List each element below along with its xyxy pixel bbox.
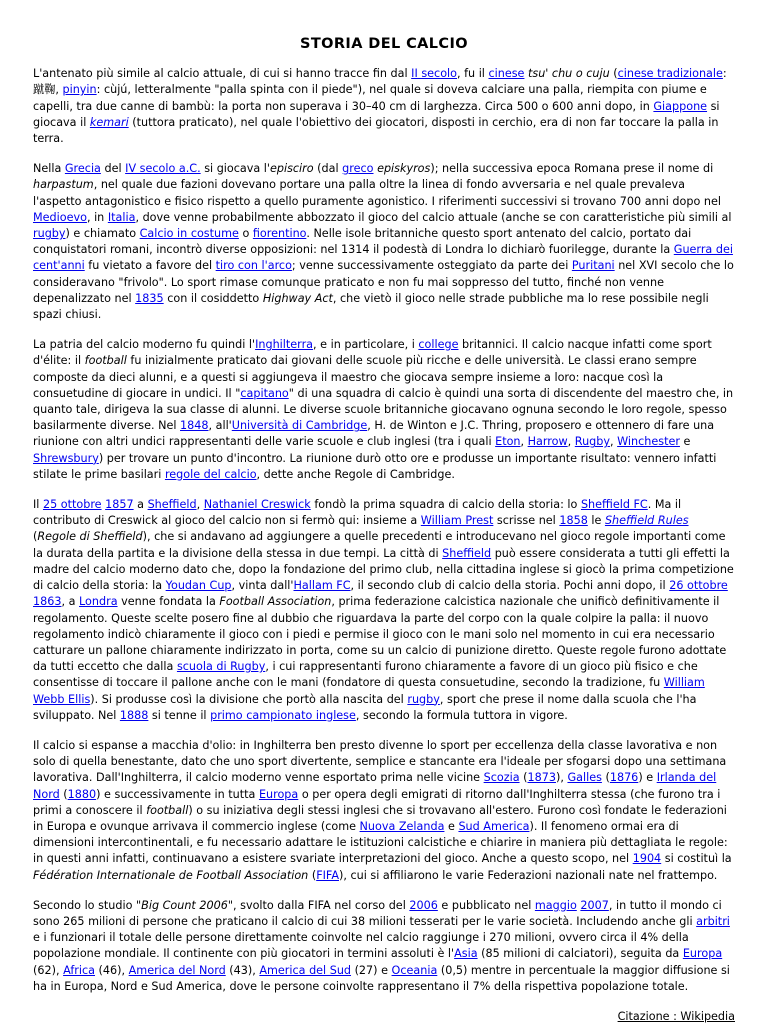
inline-link[interactable]: 26 ottobre: [669, 579, 728, 593]
inline-link[interactable]: Sud America: [458, 819, 530, 833]
text-run: : cùjú, letteralmente "palla spinta con il piede"), nel quale si doveva calciare una palla, riempita con piume e capelli, tra due canne di bambù: la porta non superava i 30–40 cm di larghezza. Circa 500 o 600 anni dopo, in: [33, 83, 707, 113]
text-run: fu inizialmente praticato dai giovani delle scuole più ricche e delle università. Le classi erano sempre composte da dieci alunni, e a questi si aggiungeva il maestro che giocava sempre insieme a loro: nacque così la consuetudine di giocare in undici. Il ": [33, 354, 697, 400]
inline-link[interactable]: arbitri: [696, 914, 730, 928]
text-run: (dal: [313, 162, 343, 176]
paragraph: [33, 337, 735, 483]
emphasis-text: kemari: [89, 115, 129, 129]
text-run: , nel quale due fazioni dovevano portare una palla oltre la linea di fondo avversaria e nel quale prevaleva l'aspetto antagonistico e fisico rispetto a quello puramente agonistico. I riferimenti successivi si trovano 700 anni dopo nel: [33, 178, 721, 208]
text-run: La patria del calcio moderno fu quindi l': [33, 338, 256, 352]
inline-link[interactable]: 1880: [67, 787, 97, 801]
inline-link[interactable]: Italia: [107, 210, 136, 224]
text-run: (: [601, 771, 610, 785]
inline-link[interactable]: rugby: [33, 227, 66, 241]
text-run: le: [587, 514, 605, 528]
inline-link[interactable]: Shrewsbury: [33, 451, 99, 465]
inline-link[interactable]: America del Nord: [128, 963, 226, 977]
inline-link[interactable]: IV secolo a.C.: [125, 162, 201, 176]
text-run: (tuttora praticato), nel quale l'obiettivo dei giocatori, disposti in cerchio, era di non far toccare la palla in terra.: [33, 115, 719, 146]
text-run: (27) e: [351, 963, 392, 977]
text-run: ), che si andavano ad aggiungere a quelle precedenti e introducevano nel gioco regole importanti come la durata della partita e la divisione della stessa in due tempi. La città di: [33, 530, 726, 560]
text-run: del: [100, 162, 126, 176]
text-run: , H. de Winton e J.C. Thring, proposero e ottennero di fare una riunione con altri undici rappresentanti delle varie scuole e club inglesi (tra i quali: [33, 419, 715, 449]
text-run: o per opera degli emigrati di ritorno dall'Inghilterra stessa (che furono tra i primi a conoscere il: [33, 787, 721, 817]
text-run: " di una squadra di calcio è quindi una sorta di discendente del maestro che, in quanto tale, dirigeva la sua classe di alunni. Le diverse scuole britanniche giocavano ognuna secondo le loro regole, spesso basilarmente diverse. Nel: [33, 386, 734, 433]
text-run: ), cui si affiliarono le varie Federazioni nazionali nate nel frattempo.: [338, 868, 718, 882]
inline-link[interactable]: 2006: [409, 898, 438, 912]
inline-link[interactable]: 1873: [527, 771, 556, 785]
paragraph: [33, 66, 735, 147]
inline-link[interactable]: William Webb Ellis: [33, 676, 705, 706]
text-run: ,: [567, 435, 575, 449]
inline-link[interactable]: Grecia: [64, 162, 101, 176]
text-run: si giocava il: [33, 99, 720, 129]
text-run: . Nelle isole britanniche questo sport antenato del calcio, portato dai conquistatori romani, incontrò diverse opposizioni: nel 1314 il podestà di Londra lo dichiarò fuorilegge, durante la: [33, 227, 692, 257]
emphasis-text: Football Association: [219, 595, 332, 609]
emphasis-text: tsu' chu o cuju: [528, 67, 610, 81]
inline-link[interactable]: Galles: [567, 771, 602, 785]
citation: [33, 1009, 735, 1025]
inline-link[interactable]: tiro con l'arco: [215, 259, 292, 273]
text-run: e: [444, 819, 459, 833]
citation-link[interactable]: Citazione : Wikipedia: [617, 1009, 735, 1023]
inline-link[interactable]: scuola di Rugby: [176, 660, 266, 674]
paragraph: [33, 161, 735, 323]
text-run: (: [308, 868, 317, 882]
text-run: , in: [86, 210, 108, 224]
text-run: si giocava l': [200, 162, 270, 176]
text-run: ,: [609, 435, 618, 449]
inline-link[interactable]: 2007: [580, 898, 609, 912]
inline-link[interactable]: Giappone: [653, 99, 708, 113]
emphasis-text: football: [146, 803, 189, 817]
inline-link[interactable]: Sheffield: [147, 498, 197, 512]
inline-link[interactable]: Winchester: [617, 435, 680, 449]
text-run: Nella: [33, 162, 65, 176]
text-run: britannici. Il calcio nacque infatti come sport d'élite: il: [33, 338, 712, 368]
inline-link[interactable]: cinese: [488, 67, 525, 81]
text-run: Il: [33, 498, 43, 512]
text-run: ; venne successivamente osteggiato da parte dei: [291, 259, 572, 273]
text-run: ,: [520, 435, 528, 449]
text-run: , prima federazione calcistica nazionale che unificò definitivamente il regolamento. Queste scelte posero fine al dubbio che riguardava la parte del corpo con la quale colpire la palla: il nuovo regolamento indicò chiaramente il gioco con i piedi e permise il gioco con le mani solo nel momento in cui era necessario catturare un pallone chiaramente indirizzato in porta, come su un calcio di punizione diretto. Queste regole furono adottate da tutti eccetto che dalla: [33, 595, 727, 674]
text-run: a: [133, 498, 148, 512]
text-run: (85 milioni di calciatori), seguita da: [477, 947, 683, 961]
inline-link[interactable]: college: [418, 338, 459, 352]
inline-link[interactable]: [90, 116, 129, 129]
text-run: (: [609, 67, 618, 81]
text-run: , a: [61, 595, 80, 609]
text-run: scrisse nel: [493, 514, 560, 528]
text-run: ). Si produsse così la divisione che portò alla nascita del: [90, 692, 408, 706]
text-run: (0,5) mentre in percentuale la maggior diffusione si ha in Europa, Nord e Sud America, dove le persone coinvolte rappresentano il 7% della rispettiva popolazione totale.: [33, 963, 730, 993]
text-run: ); nella successiva epoca Romana prese il nome di: [430, 162, 714, 176]
text-run: o: [238, 227, 253, 241]
text-run: (43),: [225, 963, 260, 977]
inline-link[interactable]: Harrow: [527, 435, 568, 449]
inline-link[interactable]: Sheffield FC: [580, 498, 648, 512]
inline-link[interactable]: Oceania: [391, 963, 438, 977]
inline-link[interactable]: Europa: [682, 947, 723, 961]
emphasis-text: Fédération Internationale de Football Association: [33, 868, 309, 882]
emphasis-text: episkyros: [377, 162, 431, 176]
text-run: fondò la prima squadra di calcio della storia: lo: [310, 498, 581, 512]
inline-link[interactable]: 25 ottobre: [42, 498, 102, 512]
paragraph: [33, 497, 735, 724]
inline-link[interactable]: [605, 514, 689, 527]
text-run: (62),: [33, 963, 64, 977]
inline-link[interactable]: pinyin: [62, 83, 97, 97]
inline-link[interactable]: rugby: [407, 692, 440, 706]
inline-link[interactable]: 1848: [180, 419, 209, 433]
inline-link[interactable]: Africa: [63, 963, 95, 977]
emphasis-text: episciro: [269, 162, 314, 176]
inline-link[interactable]: II secolo: [411, 67, 457, 81]
text-run: , in tutto il mondo ci sono 265 milioni di persone che praticano il calcio di cui 38 milioni tesserati per le varie società. Includendo anche gli: [33, 898, 722, 928]
text-run: , i cui rappresentanti furono chiaramente a favore di un gioco più fisico e che consentisse di toccare il pallone anche con le mani (fondatore di questa consuetudine, secondo la tradizione, fu: [33, 660, 698, 690]
paragraph: [33, 898, 735, 995]
text-run: (: [59, 787, 68, 801]
inline-link[interactable]: Hallam FC: [293, 579, 351, 593]
emphasis-text: Highway Act: [262, 291, 333, 305]
text-run: ", svolto dalla FIFA nel corso del: [227, 898, 410, 912]
text-run: L'antenato più simile al calcio attuale, di cui si hanno tracce fin dal: [33, 67, 412, 81]
text-run: ) e: [638, 771, 657, 785]
article-body: [33, 66, 735, 995]
inline-link[interactable]: Nathaniel Creswick: [203, 498, 311, 512]
inline-link[interactable]: Puritani: [571, 259, 615, 273]
text-run: ,: [196, 498, 204, 512]
text-run: ). Il fenomeno ormai era di dimensioni intercontinentali, e fu necessario adattare le istituzioni calcistiche e chiarire in maniera più dettagliata le regole: in questi anni infatti, continuavano a esistere svariate interpretazioni del gioco. Anche a questo scopo, nel: [33, 819, 728, 866]
text-run: e pubblicato nel: [437, 898, 535, 912]
text-run: ) o su iniziativa degli stessi inglesi che si trovavano all'estero. Furono così fondate le federazioni in Europa e ovunque arrivava il commercio inglese (come: [33, 803, 727, 833]
inline-link[interactable]: Youdan Cup: [165, 579, 232, 593]
inline-link[interactable]: 1858: [559, 514, 588, 528]
inline-link[interactable]: America del Sud: [259, 963, 352, 977]
inline-link[interactable]: maggio: [534, 898, 577, 912]
inline-link[interactable]: capitano: [240, 386, 289, 400]
text-run: e: [679, 435, 691, 449]
inline-link[interactable]: Medioevo: [33, 210, 87, 224]
text-run: si tenne il: [148, 708, 211, 722]
inline-link[interactable]: Sheffield: [442, 546, 492, 560]
inline-link[interactable]: 1876: [609, 771, 639, 785]
inline-link[interactable]: 1835: [135, 291, 164, 305]
inline-link[interactable]: greco: [342, 162, 374, 176]
text-run: Secondo lo studio ": [33, 898, 142, 912]
paragraph: [33, 738, 735, 884]
text-run: , all': [208, 419, 232, 433]
inline-link[interactable]: Università di Cambridge: [231, 419, 368, 433]
inline-link[interactable]: cinese tradizionale: [617, 67, 723, 81]
emphasis-text: harpastum: [33, 178, 94, 192]
text-run: , fu il: [457, 67, 489, 81]
inline-link[interactable]: Europa: [258, 787, 299, 801]
inline-link[interactable]: Eton: [495, 435, 521, 449]
text-run: con il cosiddetto: [163, 291, 263, 305]
text-run: ),: [555, 771, 568, 785]
inline-link[interactable]: Irlanda del Nord: [33, 771, 717, 801]
inline-link[interactable]: Nuova Zelanda: [359, 819, 445, 833]
text-run: nel XVI secolo che lo consideravano "frivolo". Lo sport rimase comunque praticato e non fu mai soppresso del tutto, finché non venne depenalizzato nel: [33, 259, 734, 305]
inline-link[interactable]: primo campionato inglese: [210, 708, 356, 722]
inline-link[interactable]: William Prest: [420, 514, 494, 528]
inline-link[interactable]: regole del calcio: [164, 467, 257, 481]
inline-link[interactable]: 1857: [105, 498, 134, 512]
text-run: ) e chiamato: [65, 227, 140, 241]
inline-link[interactable]: fiorentino: [252, 227, 307, 241]
text-run: , dette anche Regole di Cambridge.: [256, 467, 455, 481]
emphasis-text: Big Count 2006: [141, 898, 228, 912]
text-run: ) per trovare un punto d'incontro. La riunione durò otto ore e produsse un importante risultato: vennero infatti stilate le prime basilari: [33, 451, 717, 481]
inline-link[interactable]: Guerra dei cent'anni: [33, 243, 733, 273]
text-run: e i funzionari il totale delle persone direttamente coinvolte nel calcio raggiunge i 270 milioni, ovvero circa il 4% della popolazione mondiale. Il continente con più giocatori in termini assoluti è l': [33, 931, 689, 961]
emphasis-text: football: [84, 354, 127, 368]
text-run: , che vietò il gioco nelle strade pubbliche ma lo rese possibile negli spazi chiusi.: [33, 291, 709, 322]
text-run: (46),: [95, 963, 129, 977]
text-run: , vinta dall': [231, 579, 294, 593]
text-run: , secondo la formula tuttora in vigore.: [355, 708, 568, 722]
inline-link[interactable]: FIFA: [316, 868, 339, 882]
text-run: fu vietato a favore del: [84, 259, 216, 273]
inline-link[interactable]: 1863: [33, 595, 62, 609]
inline-link[interactable]: 1904: [632, 852, 662, 866]
text-run: può essere considerata a tutti gli effetti la madre del calcio moderno dato che, dopo la fondazione del primo club, nella cittadina inglese si giocò la prima competizione di calcio della storia: la: [33, 546, 734, 593]
text-run: : 蹴鞠,: [33, 67, 727, 97]
inline-link[interactable]: Rugby: [574, 435, 610, 449]
text-run: Il calcio si espanse a macchia d'olio: in Inghilterra ben presto divenne lo sport per eccellenza della classe lavorativa e non solo di quella benestante, dato che uno sport divertente, semplice e stancante era l'ideale per sfogarsi dopo una settimana lavorativa. Dall'Inghilterra, il calcio moderno venne esportato prima nelle vicine: [33, 738, 727, 785]
page-title: STORIA DEL CALCIO: [300, 36, 468, 52]
text-run: ) e successivamente in tutta: [96, 787, 259, 801]
inline-link[interactable]: Inghilterra: [255, 338, 314, 352]
inline-link[interactable]: Scozia: [483, 771, 520, 785]
text-run: (: [33, 530, 38, 544]
text-run: (: [519, 771, 528, 785]
emphasis-text: Regole di Sheffield: [37, 530, 143, 544]
text-run: , sport che prese il nome dalla scuola che l'ha sviluppato. Nel: [33, 692, 697, 722]
text-run: , dove venne probabilmente abbozzato il gioco del calcio attuale (anche se con caratteristiche più simili al: [135, 210, 732, 224]
inline-link[interactable]: Londra: [79, 595, 118, 609]
emphasis-text: Sheffield Rules: [604, 514, 689, 528]
inline-link[interactable]: Asia: [454, 947, 478, 961]
text-run: . Ma il contributo di Creswick al gioco del calcio non si fermò qui: insieme a: [33, 498, 682, 528]
inline-link[interactable]: Calcio in costume: [139, 227, 239, 241]
text-run: , il secondo club di calcio della storia. Pochi anni dopo, il: [350, 579, 670, 593]
text-run: venne fondata la: [117, 595, 220, 609]
text-run: si costituì la: [661, 852, 732, 866]
text-run: , e in particolare, i: [313, 338, 419, 352]
inline-link[interactable]: 1888: [119, 708, 149, 722]
